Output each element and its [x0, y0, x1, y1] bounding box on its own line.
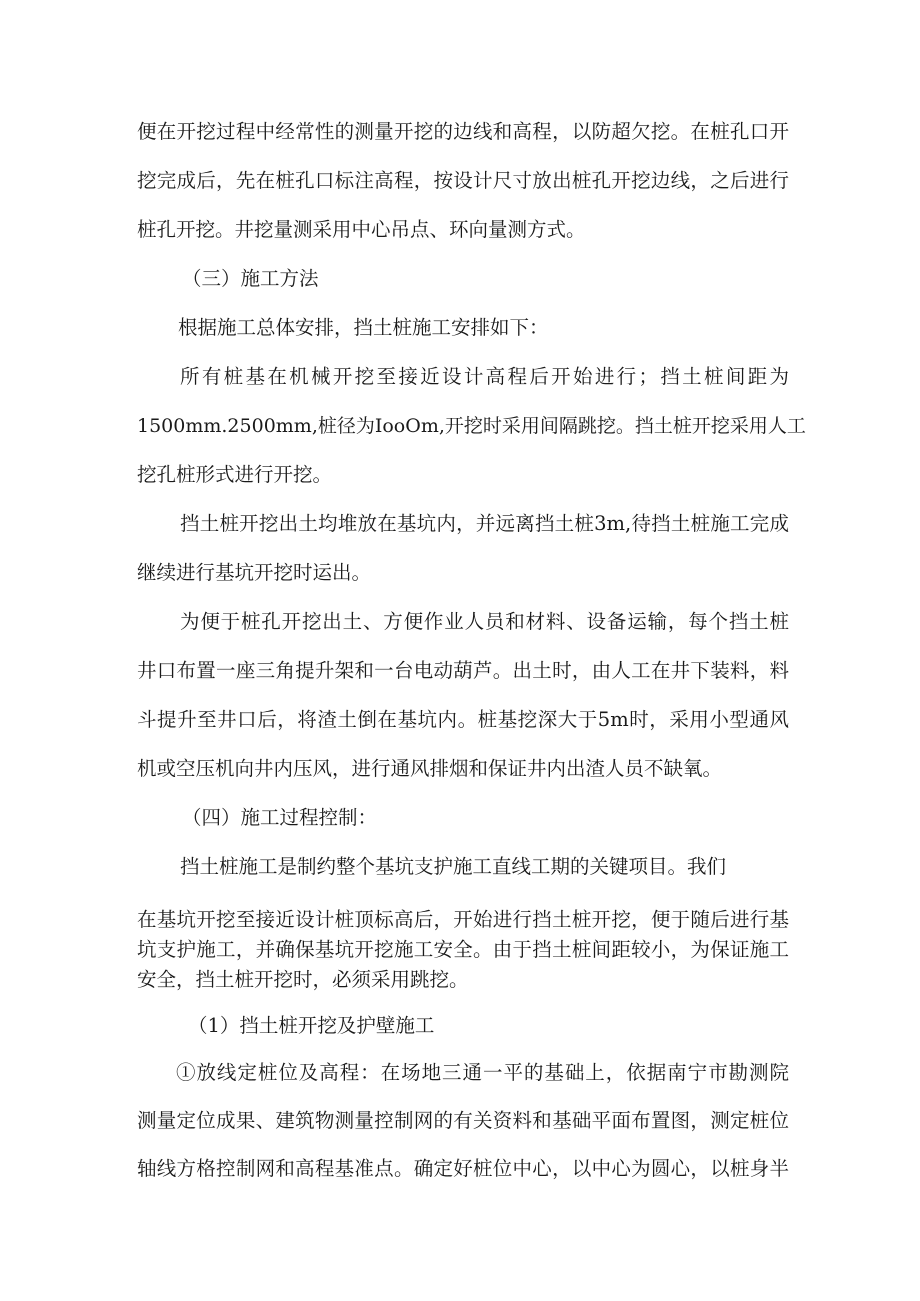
text-line: 坑支护施工，并确保基坑开挖施工安全。由于挡土桩间距较小，为保证施工: [137, 938, 789, 961]
text-line: 为便于桩孔开挖出土、方便作业人员和材料、设备运输，每个挡土桩: [180, 610, 789, 633]
text-line: 便在开挖过程中经常性的测量开挖的边线和高程，以防超欠挖。在桩孔口开: [137, 120, 789, 143]
text-line: 井口布置一座三角提升架和一台电动葫芦。出土时，由人工在井下装料，料: [137, 659, 789, 682]
text-line: 在基坑开挖至接近设计桩顶标高后，开始进行挡土桩开挖，便于随后进行基: [137, 908, 789, 931]
subsection-heading: （1）挡土桩开挖及护壁施工: [188, 1014, 435, 1037]
text-line: 安全，挡土桩开挖时，必须采用跳挖。: [137, 968, 469, 991]
text-line: 根据施工总体安排，挡土桩施工安排如下：: [178, 316, 549, 339]
text-line: 挖完成后，先在桩孔口标注高程，按设计尺寸放出桩孔开挖边线，之后进行: [137, 169, 789, 192]
section-heading: （四）施工过程控制：: [182, 806, 378, 829]
text-line: ①放线定桩位及高程：在场地三通一平的基础上，依据南宁市勘测院: [176, 1061, 789, 1084]
text-line: 测量定位成果、建筑物测量控制网的有关资料和基础平面布置图，测定桩位: [137, 1109, 789, 1132]
text-line: 机或空压机向井内压风，进行通风排烟和保证井内出渣人员不缺氧。: [137, 757, 723, 780]
text-line: 1500mm.2500mm,桩径为IooOm,开挖时采用间隔跳挖。挡土桩开挖采用人工: [137, 415, 806, 437]
section-heading: （三）施工方法: [182, 267, 319, 290]
text-line: 继续进行基坑开挖时运出。: [137, 561, 372, 584]
text-line: 挡土桩施工是制约整个基坑支护施工直线工期的关键项目。我们: [180, 855, 727, 878]
text-line: 轴线方格控制网和高程基准点。确定好桩位中心，以中心为圆心，以桩身半: [137, 1157, 789, 1180]
text-line: 桩孔开挖。井挖量测采用中心吊点、环向量测方式。: [137, 218, 586, 241]
text-line: 斗提升至井口后，将渣土倒在基坑内。桩基挖深大于5m时，采用小型通风: [137, 708, 789, 731]
text-line: 所有桩基在机械开挖至接近设计高程后开始进行；挡土桩间距为: [180, 365, 789, 388]
text-line: 挡土桩开挖出土均堆放在基坑内，并远离挡土桩3m,待挡土桩施工完成: [180, 512, 789, 535]
text-line: 挖孔桩形式进行开挖。: [137, 463, 333, 486]
